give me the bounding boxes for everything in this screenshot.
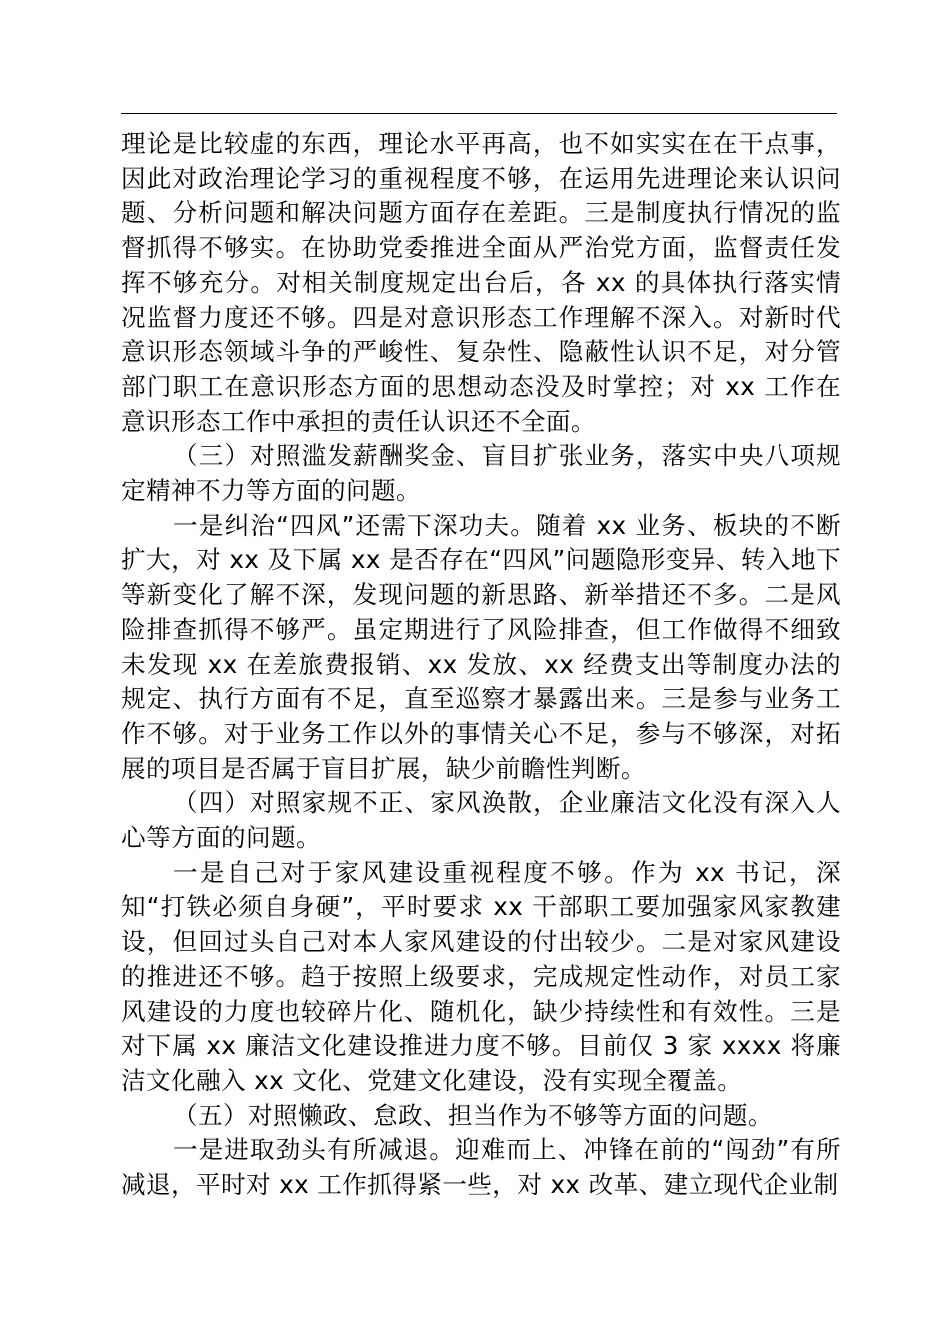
paragraph: 一是自己对于家风建设重视程度不够。作为 xx 书记，深知“打铁必须自身硬”，平时要求 xx 干部职工要加强家风家教建设，但回过头自己对本人家风建设的付出较少。二是对家风建设的推进还不够。趋于按照上级要求，完成规定性动作，对员工家风建设的力度也较碎片化、随机化，缺少持续性和有效性。三是对下属 xx 廉洁文化建设推进力度不够。目前仅 3 家 xxxx 将廉洁文化融入 xx 文化、党建文化建设，没有实现全覆盖。	[121, 857, 841, 1095]
section-heading-3: （三）对照滥发薪酬奖金、盲目扩张业务，落实中央八项规定精神不力等方面的问题。	[121, 441, 841, 506]
section-heading-4: （四）对照家规不正、家风涣散，企业廉洁文化没有深入人心等方面的问题。	[121, 788, 841, 853]
paragraph: 一是纠治“四风”还需下深功夫。随着 xx 业务、板块的不断扩大，对 xx 及下属 xx 是否存在“四风”问题隐形变异、转入地下等新变化了解不深，发现问题的新思路、新举措还不多。二是风险排查抓得不够严。虽定期进行了风险排查，但工作做得不细致未发现 xx 在差旅费报销、xx 发放、xx 经费支出等制度办法的规定、执行方面有不足，直至巡察才暴露出来。三是参与业务工作不够。对于业务工作以外的事情关心不足，参与不够深，对拓展的项目是否属于盲目扩展，缺少前瞻性判断。	[121, 510, 841, 783]
document-body	[121, 127, 841, 1203]
paragraph-continuation: 理论是比较虚的东西，理论水平再高，也不如实实在在干点事，因此对政治理论学习的重视程度不够，在运用先进理论来认识问题、分析问题和解决问题方面存在差距。三是制度执行情况的监督抓得不够实。在协助党委推进全面从严治党方面，监督责任发挥不够充分。对相关制度规定出台后，各 xx 的具体执行落实情况监督力度还不够。四是对意识形态工作理解不深入。对新时代意识形态领域斗争的严峻性、复杂性、隐蔽性认识不足，对分管部门职工在意识形态方面的思想动态没及时掌控；对 xx 工作在意识形态工作中承担的责任认识还不全面。	[121, 129, 841, 436]
section-heading-5: （五）对照懒政、怠政、担当作为不够等方面的问题。	[173, 1100, 773, 1130]
header-rule	[121, 113, 837, 114]
paragraph: 一是进取劲头有所减退。迎难而上、冲锋在前的“闯劲”有所减退，平时对 xx 工作抓得紧一些，对 xx 改革、建立现代企业制	[121, 1135, 841, 1200]
